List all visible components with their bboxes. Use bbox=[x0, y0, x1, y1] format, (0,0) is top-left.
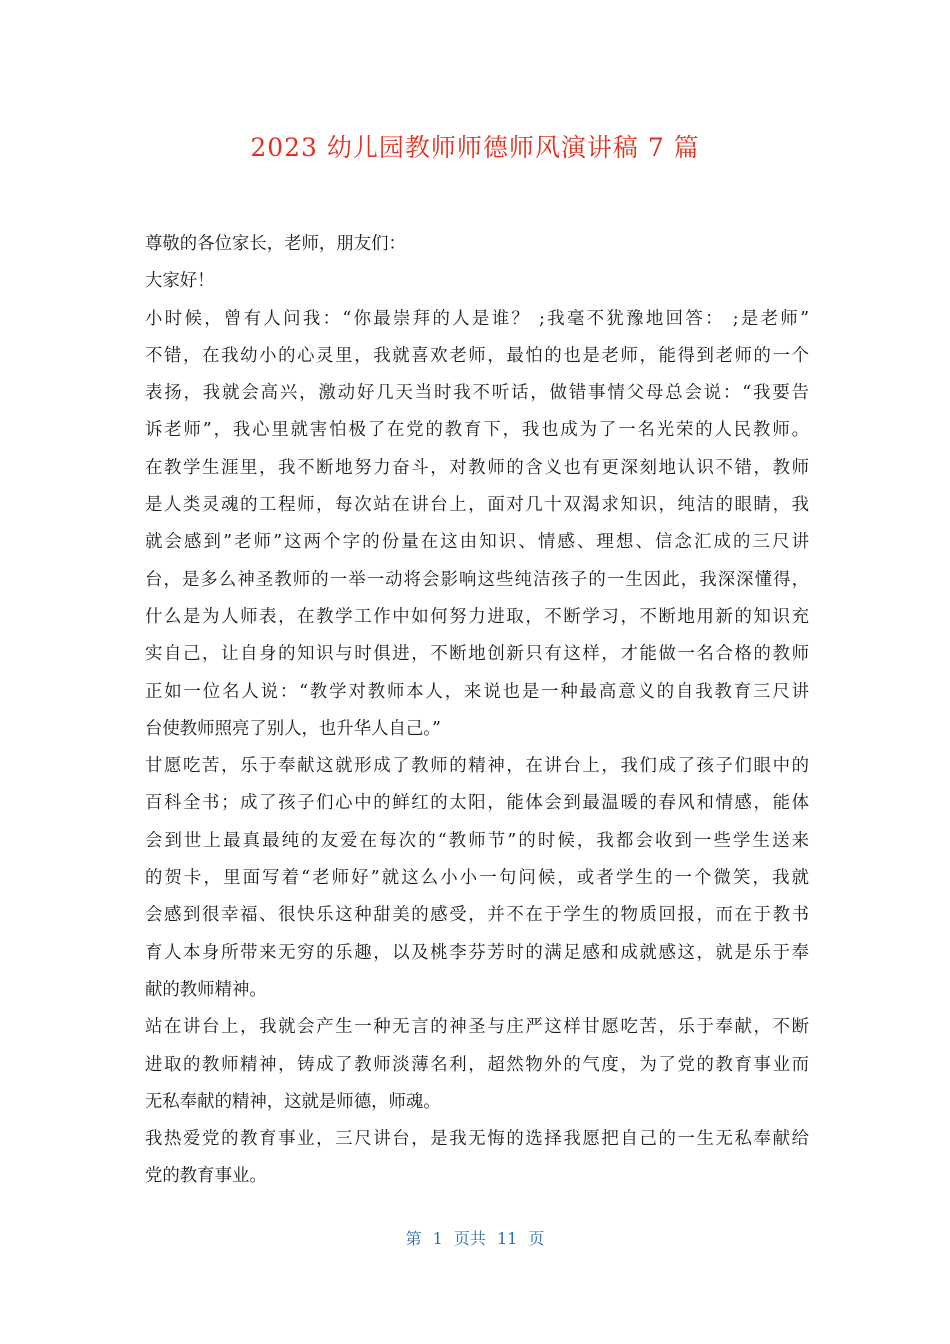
body-line: 什么是为人师表，在教学工作中如何努力进取，不断学习，不断地用新的知识充 bbox=[145, 606, 809, 627]
body-line: 尊敬的各位家长，老师，朋友们： bbox=[145, 234, 406, 254]
document-title: 2023 幼儿园教师师德师风演讲稿 7 篇 bbox=[250, 133, 700, 162]
body-line: 就会感到”老师”这两个字的份量在这由知识、情感、理想、信念汇成的三尺讲 bbox=[145, 532, 809, 553]
body-line: 在教学生涯里，我不断地努力奋斗，对教师的含义也有更深刻地认识不错，教师 bbox=[145, 457, 809, 478]
body-line: 的贺卡，里面写着“老师好”就这么小小一句问候，或者学生的一个微笑，我就 bbox=[145, 868, 809, 889]
document-body bbox=[145, 226, 809, 1196]
body-line: 党的教育事业。 bbox=[145, 1166, 267, 1187]
body-line: 甘愿吃苦，乐于奉献这就形成了教师的精神，在讲台上，我们成了孩子们眼中的 bbox=[145, 756, 809, 777]
page-number-footer: 第 1 页共 11 页 bbox=[405, 1229, 545, 1248]
body-line: 我热爱党的教育事业，三尺讲台，是我无悔的选择我愿把自己的一生无私奉献给 bbox=[145, 1129, 809, 1150]
body-line: 实自己，让自身的知识与时俱进，不断地创新只有这样，才能做一名合格的教师 bbox=[145, 644, 809, 665]
body-line: 无私奉献的精神，这就是师德，师魂。 bbox=[145, 1091, 441, 1112]
body-line: 育人本身所带来无穷的乐趣，以及桃李芬芳时的满足感和成就感这，就是乐于奉 bbox=[145, 942, 809, 963]
body-line: 站在讲台上，我就会产生一种无言的神圣与庄严这样甘愿吃苦，乐于奉献，不断 bbox=[145, 1017, 809, 1038]
body-line: 进取的教师精神，铸成了教师淡薄名利，超然物外的气度，为了党的教育事业而 bbox=[145, 1054, 809, 1075]
body-line: 会到世上最真最纯的友爱在每次的“教师节”的时候，我都会收到一些学生送来 bbox=[145, 830, 809, 851]
body-line: 诉老师”，我心里就害怕极了在党的教育下，我也成为了一名光荣的人民教师。 bbox=[145, 420, 809, 441]
body-line: 是人类灵魂的工程师，每次站在讲台上，面对几十双渴求知识，纯洁的眼睛，我 bbox=[145, 495, 809, 516]
body-line: 表扬，我就会高兴，激动好几天当时我不听话，做错事情父母总会说：“我要告 bbox=[145, 383, 809, 404]
body-line: 百科全书；成了孩子们心中的鲜红的太阳，能体会到最温暖的春风和情感，能体 bbox=[145, 793, 809, 814]
body-line: 献的教师精神。 bbox=[145, 979, 267, 1000]
body-line: 小时候，曾有人问我：“你最崇拜的人是谁？ ;我毫不犹豫地回答： ;是老师” bbox=[145, 308, 809, 329]
body-line: 不错，在我幼小的心灵里，我就喜欢老师，最怕的也是老师，能得到老师的一个 bbox=[145, 345, 809, 366]
body-line: 会感到很幸福、很快乐这种甜美的感受，并不在于学生的物质回报，而在于教书 bbox=[145, 905, 809, 926]
body-line: 台，是多么神圣教师的一举一动将会影响这些纯洁孩子的一生因此，我深深懂得， bbox=[145, 569, 809, 590]
body-line: 正如一位名人说：“教学对教师本人，来说也是一种最高意义的自我教育三尺讲 bbox=[145, 681, 809, 702]
body-line: 大家好！ bbox=[145, 271, 215, 292]
body-line: 台使教师照亮了别人，也升华人自己。” bbox=[145, 718, 441, 739]
